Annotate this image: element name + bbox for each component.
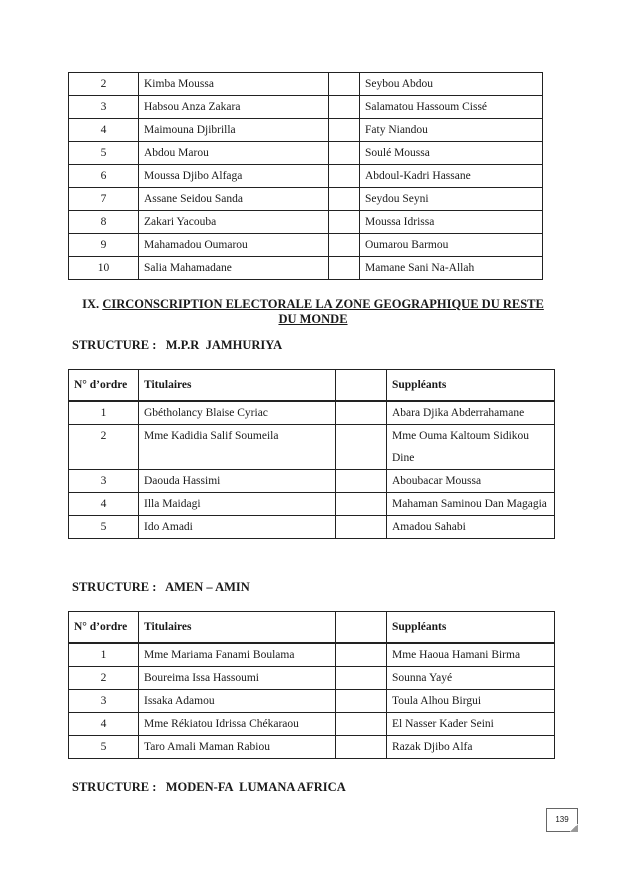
table-row: [69, 643, 555, 667]
titulaire-name: Gbétholancy Blaise Cyriac: [139, 401, 336, 425]
suppleant-name: Seydou Seyni: [360, 188, 543, 211]
suppleant-name: Toula Alhou Birgui: [387, 689, 555, 712]
suppleant-name: Sounna Yayé: [387, 666, 555, 689]
suppleant-name: El Nasser Kader Seini: [387, 712, 555, 735]
table-row: [69, 119, 543, 142]
empty-cell: [336, 712, 387, 735]
table-row: [69, 96, 543, 119]
table-row: [69, 257, 543, 280]
row-number: 3: [69, 469, 139, 492]
empty-cell: [336, 401, 387, 425]
titulaire-name: Habsou Anza Zakara: [139, 96, 329, 119]
row-number: 7: [69, 188, 139, 211]
row-number: 1: [69, 643, 139, 667]
titulaire-name: Issaka Adamou: [139, 689, 336, 712]
row-number: 4: [69, 492, 139, 515]
header-titulaires: Titulaires: [139, 612, 336, 643]
empty-cell: [329, 73, 360, 96]
empty-cell: [329, 257, 360, 280]
row-number: 3: [69, 689, 139, 712]
titulaire-name: Mme Rékiatou Idrissa Chékaraou: [139, 712, 336, 735]
empty-cell: [336, 643, 387, 667]
row-number: 3: [69, 96, 139, 119]
row-number: 1: [69, 401, 139, 425]
titulaire-name: Boureima Issa Hassoumi: [139, 666, 336, 689]
candidates-table-amen-amin: [68, 611, 555, 759]
header-empty: [336, 612, 387, 643]
section-number: IX.: [82, 297, 103, 311]
suppleant-name: Amadou Sahabi: [387, 515, 555, 538]
titulaire-name: Zakari Yacouba: [139, 211, 329, 234]
candidates-table-mpr: [68, 369, 555, 539]
row-number: 5: [69, 515, 139, 538]
header-suppleants: Suppléants: [387, 370, 555, 401]
titulaire-name: Salia Mahamadane: [139, 257, 329, 280]
row-number: 5: [69, 735, 139, 758]
row-number: 8: [69, 211, 139, 234]
titulaire-name: Illa Maidagi: [139, 492, 336, 515]
titulaire-name: Ido Amadi: [139, 515, 336, 538]
row-number: 4: [69, 119, 139, 142]
empty-cell: [336, 469, 387, 492]
table-row: [69, 515, 555, 538]
table-row: [69, 401, 555, 425]
empty-cell: [329, 119, 360, 142]
header-ordre: N° d’ordre: [69, 612, 139, 643]
suppleant-name: Aboubacar Moussa: [387, 469, 555, 492]
suppleant-name: Faty Niandou: [360, 119, 543, 142]
table-row: [69, 165, 543, 188]
table-row: [69, 712, 555, 735]
suppleant-name: Abdoul-Kadri Hassane: [360, 165, 543, 188]
row-number: 2: [69, 424, 139, 469]
table-row: [69, 188, 543, 211]
empty-cell: [329, 234, 360, 257]
table-row: [69, 666, 555, 689]
row-number: 5: [69, 142, 139, 165]
header-empty: [336, 370, 387, 401]
suppleant-name: Moussa Idrissa: [360, 211, 543, 234]
suppleant-name: Mme Ouma Kaltoum Sidikou Dine: [387, 424, 555, 469]
table-row: [69, 211, 543, 234]
table-row: [69, 469, 555, 492]
section-title-line2: DU MONDE: [278, 312, 348, 326]
structure-heading-amen-amin: STRUCTURE : AMEN – AMIN: [72, 580, 250, 594]
empty-cell: [329, 165, 360, 188]
table-row: [69, 424, 555, 469]
titulaire-name: Mahamadou Oumarou: [139, 234, 329, 257]
empty-cell: [336, 666, 387, 689]
empty-cell: [336, 515, 387, 538]
suppleant-name: Mme Haoua Hamani Birma: [387, 643, 555, 667]
titulaire-name: Moussa Djibo Alfaga: [139, 165, 329, 188]
empty-cell: [336, 492, 387, 515]
suppleant-name: Oumarou Barmou: [360, 234, 543, 257]
row-number: 2: [69, 73, 139, 96]
candidates-table-continued: [68, 72, 543, 280]
titulaire-name: Taro Amali Maman Rabiou: [139, 735, 336, 758]
suppleant-name: Razak Djibo Alfa: [387, 735, 555, 758]
titulaire-name: Mme Mariama Fanami Boulama: [139, 643, 336, 667]
empty-cell: [336, 424, 387, 469]
empty-cell: [336, 735, 387, 758]
titulaire-name: Kimba Moussa: [139, 73, 329, 96]
header-ordre: N° d’ordre: [69, 370, 139, 401]
table-row: [69, 142, 543, 165]
table-row: [69, 689, 555, 712]
structure-heading-moden-fa: STRUCTURE : MODEN-FA LUMANA AFRICA: [72, 780, 346, 794]
row-number: 6: [69, 165, 139, 188]
row-number: 4: [69, 712, 139, 735]
header-suppleants: Suppléants: [387, 612, 555, 643]
section-heading: [72, 297, 554, 327]
empty-cell: [329, 96, 360, 119]
table-row: [69, 492, 555, 515]
titulaire-name: Abdou Marou: [139, 142, 329, 165]
suppleant-name: Seybou Abdou: [360, 73, 543, 96]
table-row: [69, 234, 543, 257]
suppleant-name: Soulé Moussa: [360, 142, 543, 165]
titulaire-name: Mme Kadidia Salif Soumeila: [139, 424, 336, 469]
empty-cell: [329, 142, 360, 165]
titulaire-name: Maimouna Djibrilla: [139, 119, 329, 142]
table-row: [69, 73, 543, 96]
suppleant-name: Mahaman Saminou Dan Magagia: [387, 492, 555, 515]
page-number: 139: [546, 808, 578, 832]
row-number: 9: [69, 234, 139, 257]
structure-heading-mpr: STRUCTURE : M.P.R JAMHURIYA: [72, 338, 283, 352]
row-number: 10: [69, 257, 139, 280]
section-title-line1: CIRCONSCRIPTION ELECTORALE LA ZONE GEOGRAPHIQUE DU RESTE: [102, 297, 544, 311]
suppleant-name: Salamatou Hassoum Cissé: [360, 96, 543, 119]
suppleant-name: Abara Djika Abderrahamane: [387, 401, 555, 425]
titulaire-name: Daouda Hassimi: [139, 469, 336, 492]
empty-cell: [329, 188, 360, 211]
header-titulaires: Titulaires: [139, 370, 336, 401]
titulaire-name: Assane Seidou Sanda: [139, 188, 329, 211]
row-number: 2: [69, 666, 139, 689]
table-row: [69, 735, 555, 758]
empty-cell: [329, 211, 360, 234]
empty-cell: [336, 689, 387, 712]
suppleant-name: Mamane Sani Na-Allah: [360, 257, 543, 280]
